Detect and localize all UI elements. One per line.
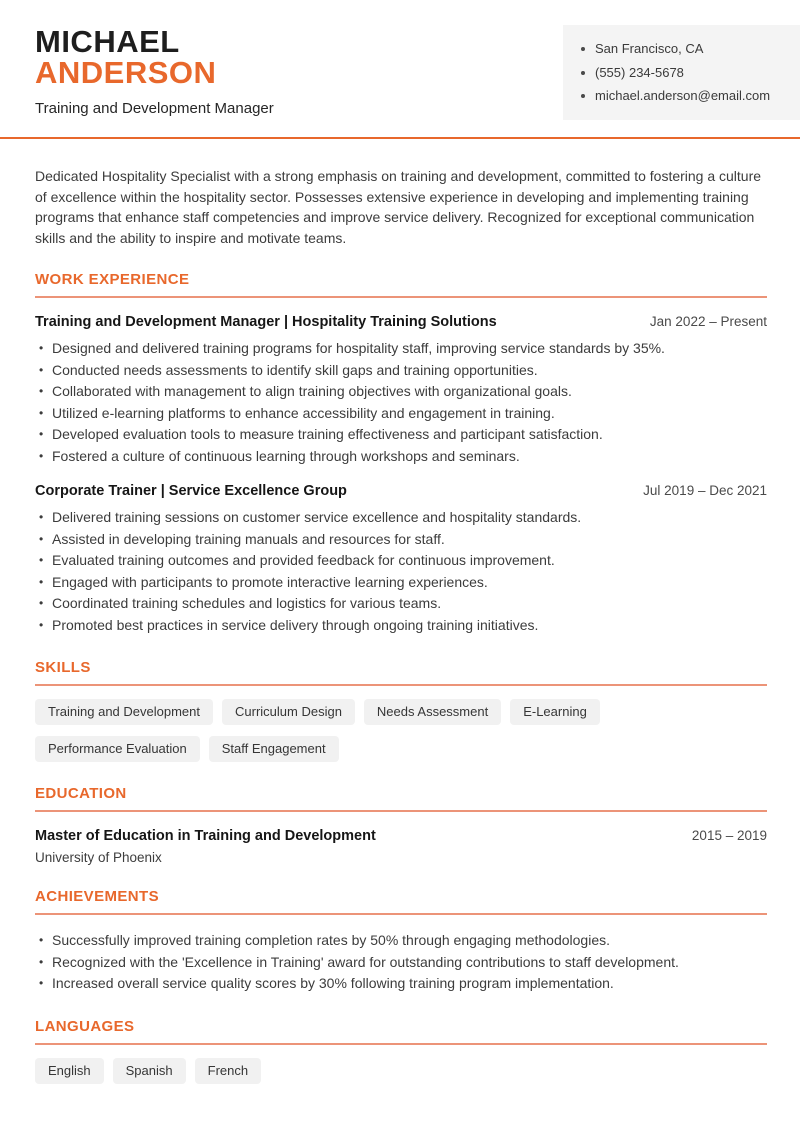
job-entry — [35, 483, 767, 636]
section-title-work-experience: WORK EXPERIENCE — [35, 271, 767, 298]
bullet-dot-icon — [581, 94, 585, 98]
job-header-row — [35, 314, 767, 330]
section-achievements — [35, 888, 767, 995]
job-bullet: • Engaged with participants to promote interactive learning experiences. — [35, 572, 767, 594]
education-dates: 2015 – 2019 — [691, 828, 767, 843]
first-name: MICHAEL — [35, 24, 180, 59]
language-tag: English — [35, 1058, 104, 1084]
contact-list — [581, 37, 784, 108]
languages-tag-list — [35, 1058, 767, 1084]
contact-item — [581, 37, 784, 61]
job-dates: Jul 2019 – Dec 2021 — [643, 483, 767, 498]
skill-tag: Needs Assessment — [364, 699, 501, 725]
job-bullet: • Utilized e-learning platforms to enhance accessibility and engagement in training. — [35, 403, 767, 425]
skill-tag: Performance Evaluation — [35, 736, 200, 762]
resume-content — [0, 166, 800, 1084]
bullet-dot-icon — [581, 71, 585, 75]
last-name: ANDERSON — [35, 55, 217, 90]
section-title-education: EDUCATION — [35, 785, 767, 812]
skills-tag-list — [35, 699, 767, 762]
contact-box — [563, 25, 800, 120]
header-job-title: Training and Development Manager — [35, 100, 274, 117]
contact-text: (555) 234-5678 — [595, 64, 684, 80]
section-title-achievements: ACHIEVEMENTS — [35, 888, 767, 915]
degree-title: Master of Education in Training and Development — [35, 828, 376, 844]
resume-header — [0, 0, 800, 117]
contact-item — [581, 84, 784, 108]
section-languages — [35, 1018, 767, 1084]
job-bullet: • Conducted needs assessments to identify skill gaps and training opportunities. — [35, 360, 767, 382]
skill-tag: Curriculum Design — [222, 699, 355, 725]
job-bullet: • Collaborated with management to align training objectives with organizational goals. — [35, 381, 767, 403]
header-divider — [0, 137, 800, 139]
job-bullet: • Coordinated training schedules and logistics for various teams. — [35, 593, 767, 615]
job-bullet: • Fostered a culture of continuous learning through workshops and seminars. — [35, 446, 767, 468]
skill-tag: Staff Engagement — [209, 736, 339, 762]
section-title-languages: LANGUAGES — [35, 1018, 767, 1045]
skill-tag: E-Learning — [510, 699, 600, 725]
achievement-bullet: • Increased overall service quality scores by 30% following training program implementation. — [35, 973, 767, 995]
contact-text: San Francisco, CA — [595, 41, 704, 56]
job-bullet: • Promoted best practices in service delivery through ongoing training initiatives. — [35, 615, 767, 637]
job-bullet: • Assisted in developing training manuals and resources for staff. — [35, 529, 767, 551]
achievement-bullet: • Successfully improved training completion rates by 50% through engaging methodologies. — [35, 930, 767, 952]
section-skills — [35, 659, 767, 762]
job-header-row — [35, 483, 767, 499]
job-title: Training and Development Manager | Hospitality Training Solutions — [35, 314, 497, 330]
language-tag: French — [195, 1058, 261, 1084]
jobs-list — [35, 314, 767, 636]
achievement-bullet: • Recognized with the 'Excellence in Training' award for outstanding contributions to staff development. — [35, 952, 767, 974]
job-bullet: • Developed evaluation tools to measure training effectiveness and participant satisfaction. — [35, 424, 767, 446]
job-bullet-list — [35, 507, 767, 636]
contact-text: michael.anderson@email.com — [595, 88, 771, 103]
job-bullet-list — [35, 338, 767, 467]
job-bullet: • Designed and delivered training programs for hospitality staff, improving service standards by 35%. — [35, 338, 767, 360]
education-header-row — [35, 828, 767, 844]
achievements-bullet-list — [35, 930, 767, 995]
section-title-skills: SKILLS — [35, 659, 767, 686]
section-education — [35, 785, 767, 865]
school-name: University of Phoenix — [35, 850, 162, 865]
bullet-dot-icon — [581, 47, 585, 51]
contact-item — [581, 61, 784, 85]
education-entry — [35, 828, 767, 865]
skill-tag: Training and Development — [35, 699, 213, 725]
job-dates: Jan 2022 – Present — [649, 314, 767, 329]
summary-paragraph: Dedicated Hospitality Specialist with a strong emphasis on training and development, committed to fostering a culture of excellence within the hospitality sector. Possesses extensive experience in developing and implementing training programs that enhance staff competencies and improve service delivery. Recognized for exceptional communication skills and the ability to inspire and motivate teams. — [35, 168, 762, 246]
job-bullet: • Evaluated training outcomes and provided feedback for continuous improvement. — [35, 550, 767, 572]
section-work-experience — [35, 271, 767, 636]
job-title: Corporate Trainer | Service Excellence Group — [35, 483, 347, 499]
language-tag: Spanish — [113, 1058, 186, 1084]
job-bullet: • Delivered training sessions on customer service excellence and hospitality standards. — [35, 507, 767, 529]
job-entry — [35, 314, 767, 467]
